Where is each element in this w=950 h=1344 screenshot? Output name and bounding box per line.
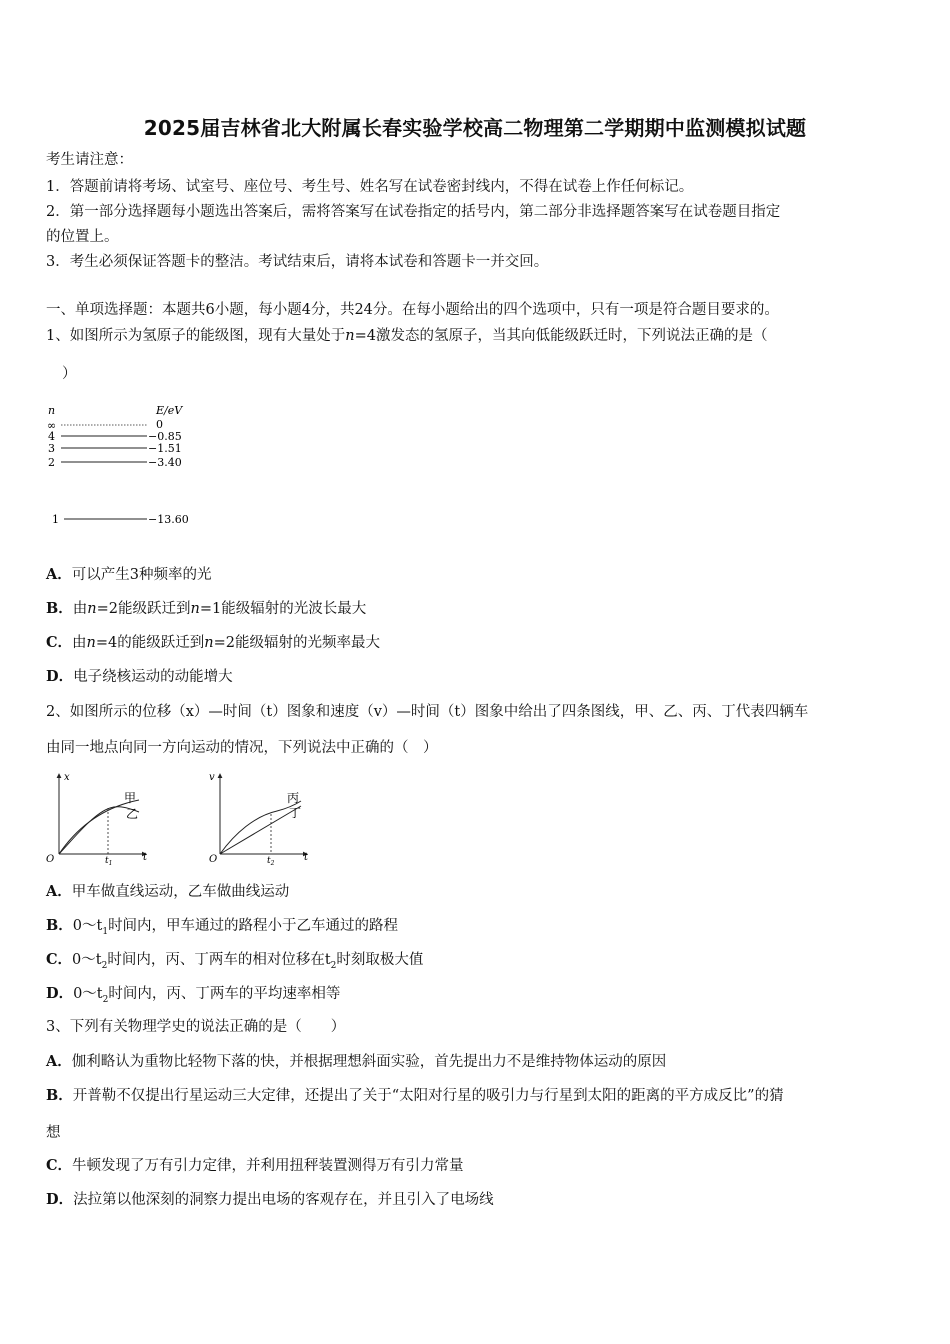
n-axis-label: n (48, 404, 56, 417)
notice-item: 的位置上。 (46, 229, 119, 245)
origin-label: O (209, 854, 218, 865)
level-energy: −1.51 (148, 442, 182, 455)
question-1-stem-close: ） (62, 366, 77, 382)
q1-option-a: A．可以产生3种频率的光 (46, 566, 212, 583)
curve-label-yi: 乙 (126, 807, 139, 821)
q2-option-b: B．$0\sim t_1$时间内，甲车通过的路程小于乙车通过的路程 (46, 917, 399, 937)
question-2-stem-cont: 由同一地点向同一方向运动的情况，下列说法中正确的（ ） (46, 740, 438, 756)
y-axis-label: v (209, 772, 215, 783)
question-1-stem: 1、如图所示为氢原子的能级图，现有大量处于n=4激发态的氢原子，当其向低能级跃迁时，下列说法正确的是（ (46, 328, 768, 344)
velocity-time-graph (205, 768, 320, 866)
x-axis-label: t (143, 852, 148, 863)
q1-option-b: B．由n=2能级跃迁到n=1能级辐射的光波长最大 (46, 600, 367, 617)
level-number: 1 (52, 513, 59, 526)
energy-axis-label: E/eV (156, 404, 183, 417)
level-number: 2 (48, 456, 55, 469)
q3-option-c: C．牛顿发现了万有引力定律，并利用扭秤装置测得万有引力常量 (46, 1157, 464, 1174)
page-title: 2025届吉林省北大附属长春实验学校高二物理第二学期期中监测模拟试题 (143, 116, 807, 140)
section-heading: 一、单项选择题：本题共6小题，每小题4分，共24分。在每小题给出的四个选项中，只有一项是符合题目要求的。 (46, 302, 779, 318)
q3-option-a: A．伽利略认为重物比轻物下落的快，并根据理想斜面实验，首先提出力不是维持物体运动的原因 (46, 1053, 667, 1070)
curve-label-ding: 丁 (289, 806, 302, 820)
q2-option-d: D．$0\sim t_2$时间内，丙、丁两车的平均速率相等 (46, 985, 341, 1005)
q2-option-c: C．$0\sim t_2$时间内，丙、丁两车的相对位移在$t_2$时刻取极大值 (46, 951, 424, 971)
q1-option-c: C．由n=4的能级跃迁到n=2能级辐射的光频率最大 (46, 634, 380, 651)
q2-option-a: A．甲车做直线运动，乙车做曲线运动 (46, 883, 290, 900)
notice-heading: 考生请注意： (46, 152, 133, 168)
curve-label-jia: 甲 (124, 791, 137, 805)
q1-option-d: D．电子绕核运动的动能增大 (46, 668, 233, 685)
notice-item: 3．考生必须保证答题卡的整洁。考试结束后，请将本试卷和答题卡一并交回。 (46, 254, 549, 270)
energy-level-diagram (44, 400, 214, 535)
x-axis-label: t (304, 852, 309, 863)
question-2-stem: 2、如图所示的位移（x）—时间（t）图象和速度（v）—时间（t）图象中给出了四条图线，甲、乙、丙、丁代表四辆车 (46, 704, 809, 720)
q3-option-b-cont: 想 (46, 1125, 61, 1141)
t2-label: $t_2$ (267, 856, 275, 866)
t1-label: $t_1$ (105, 856, 113, 866)
curve-label-bing: 丙 (287, 791, 300, 805)
level-number: 3 (48, 442, 55, 455)
level-number: ∞ (47, 419, 57, 432)
y-axis-label: x (64, 772, 70, 783)
q3-option-b: B．开普勒不仅提出行星运动三大定律，还提出了关于“太阳对行星的吸引力与行星到太阳的距离的平方成反比”的猜 (46, 1087, 784, 1104)
notice-item: 2．第一部分选择题每小题选出答案后，需将答案写在试卷指定的括号内，第二部分非选择题答案写在试卷题目指定 (46, 204, 781, 220)
notice-item: 1．答题前请将考场、试室号、座位号、考生号、姓名写在试卷密封线内，不得在试卷上作任何标记。 (46, 179, 694, 195)
level-energy: 0 (156, 418, 163, 431)
level-number: 4 (48, 430, 55, 443)
level-energy: −13.60 (148, 513, 189, 526)
q3-option-d: D．法拉第以他深刻的洞察力提出电场的客观存在，并且引入了电场线 (46, 1191, 494, 1208)
level-energy: −3.40 (148, 456, 182, 469)
origin-label: O (46, 854, 55, 865)
level-energy: −0.85 (148, 430, 182, 443)
question-3-stem: 3、下列有关物理学史的说法正确的是（ ） (46, 1019, 346, 1035)
position-time-graph (44, 768, 159, 866)
